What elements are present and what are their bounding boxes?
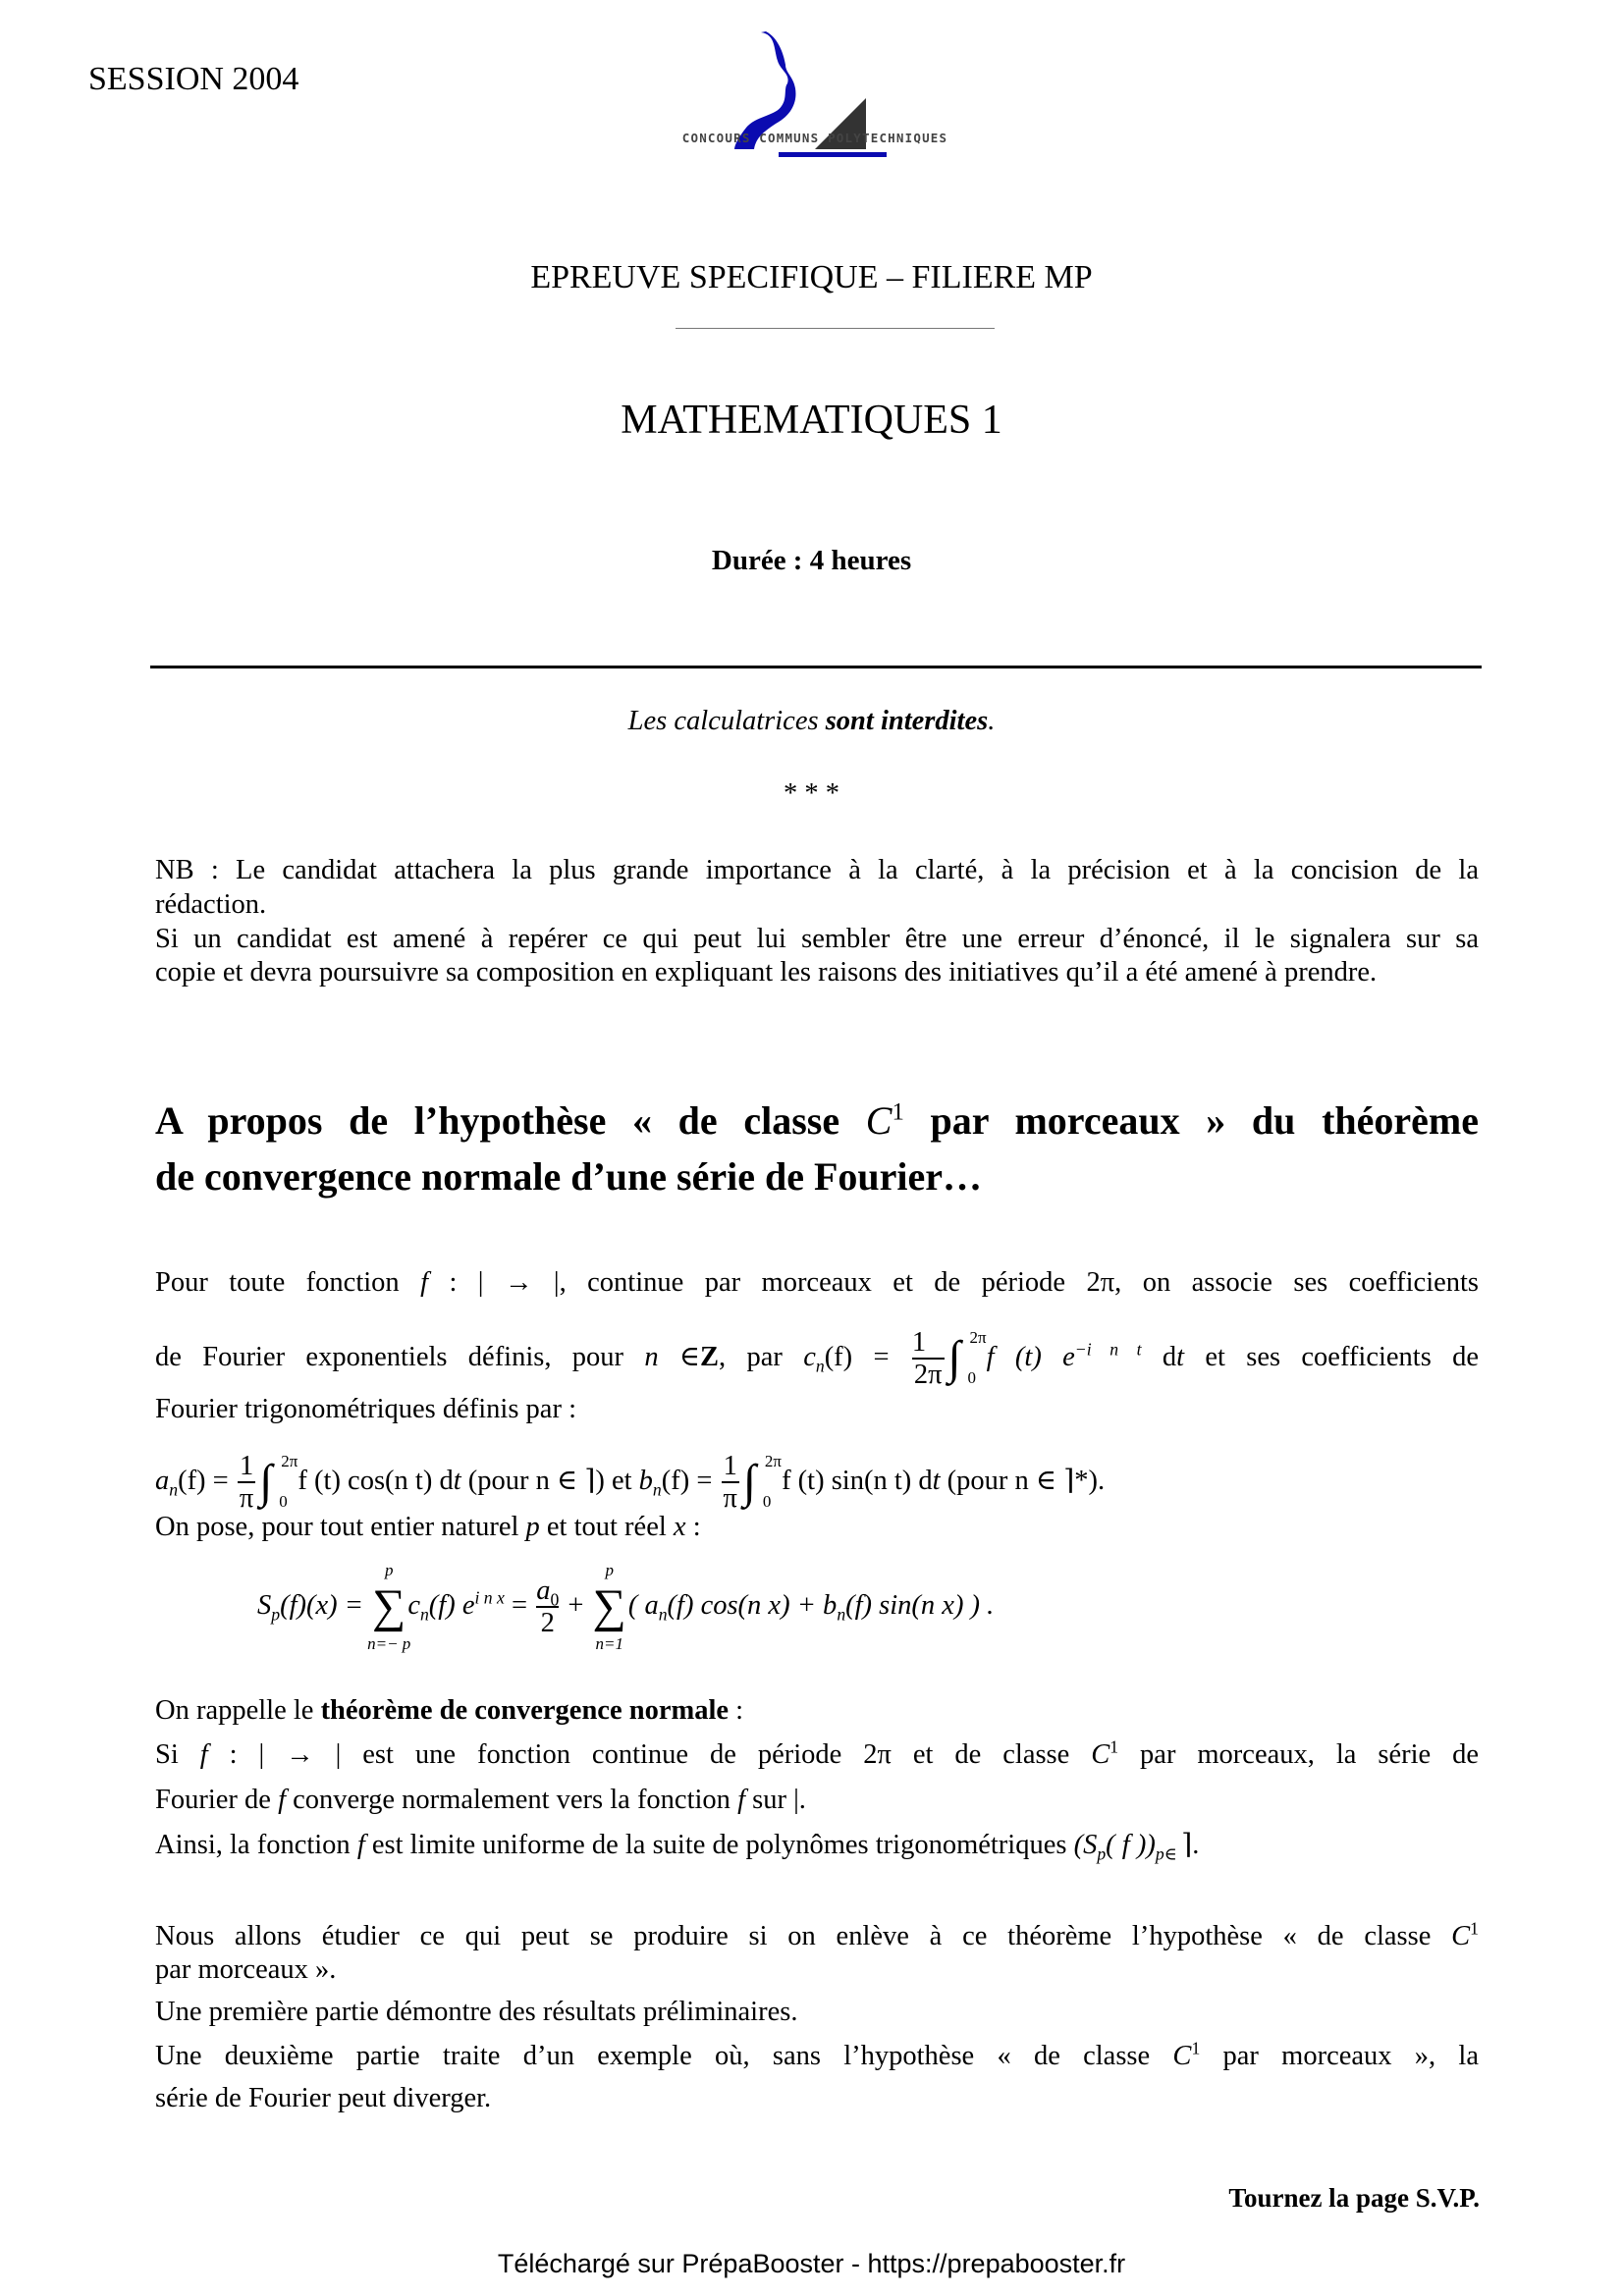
t: 0 — [279, 1492, 288, 1512]
t: −i n t — [1074, 1339, 1142, 1360]
t: On pose, pour tout entier naturel — [155, 1512, 526, 1542]
logo — [609, 29, 1021, 162]
t: par morceaux », la — [1200, 2041, 1479, 2071]
coefficients-line — [155, 1451, 1105, 1515]
outline-line-2: par morceaux ». — [155, 1954, 337, 1985]
t: , par — [719, 1341, 804, 1372]
t: : — [685, 1512, 701, 1542]
t: : — [428, 1267, 478, 1298]
nb-line-2: rédaction. — [155, 889, 267, 920]
fraction — [722, 1451, 739, 1515]
t: n — [815, 1356, 825, 1376]
arrow-icon: → — [264, 1739, 336, 1770]
t: d — [1141, 1341, 1177, 1372]
t: c — [407, 1589, 420, 1621]
theorem-line-3 — [155, 1830, 1200, 1864]
intro-line-1 — [155, 1269, 1479, 1298]
t: b — [638, 1465, 653, 1496]
t: p — [271, 1604, 281, 1625]
outline-line-3: Une première partie démontre des résultats préliminaires. — [155, 1997, 798, 2027]
t: = — [504, 1589, 535, 1621]
t: Nous allons étudier ce qui peut se produire si on enlève à ce théorème l’hypothèse « de classe — [155, 1921, 1452, 1951]
sum-sign — [592, 1561, 626, 1654]
t: n=− p — [367, 1634, 411, 1654]
t: C — [1091, 1739, 1110, 1770]
title-text-a: A propos de l’hypothèse « de classe — [155, 1098, 866, 1143]
t: (f) = — [661, 1465, 720, 1496]
t: sur — [744, 1785, 794, 1815]
t: ∫ — [947, 1332, 961, 1385]
fraction — [238, 1451, 255, 1515]
t: n — [658, 1604, 668, 1625]
t: n — [837, 1604, 846, 1625]
section-rule — [150, 666, 1482, 668]
problem-title-line-2: de convergence normale d’une série de Fourier… — [155, 1154, 983, 1199]
exam-track: EPREUVE SPECIFIQUE – FILIERE MP — [530, 259, 1093, 295]
t: et ses coefficients de — [1184, 1341, 1480, 1372]
reals-symbol: | — [793, 1785, 799, 1815]
t: f — [420, 1267, 429, 1298]
t: (f) = — [824, 1341, 910, 1372]
nb-line-4: copie et devra poursuivre sa composition en expliquant les raisons des initiatives qu’il a été amené à prendre. — [155, 957, 1378, 988]
t: 0 — [550, 1589, 560, 1610]
t: ( a — [627, 1589, 659, 1621]
t: f — [356, 1830, 365, 1860]
title-text-b: par morceaux » du théorème — [903, 1098, 1479, 1143]
sum-sign — [367, 1561, 411, 1654]
t: Si — [155, 1739, 200, 1770]
theorem-line-2 — [155, 1787, 806, 1815]
t: x — [673, 1512, 686, 1542]
duration: Durée : 4 heures — [711, 545, 912, 576]
title-c: C — [865, 1098, 893, 1143]
t: f — [199, 1739, 208, 1770]
t: ( f )) — [1106, 1830, 1156, 1860]
t: (f)(x) = — [280, 1589, 371, 1621]
t: 0 — [967, 1368, 977, 1388]
logo-underline — [779, 152, 887, 157]
t: : — [207, 1739, 259, 1770]
t: est limite uniforme de la suite de polynômes trigonométriques — [364, 1830, 1074, 1860]
t: + — [561, 1589, 591, 1621]
fraction — [912, 1327, 945, 1391]
theorem-intro — [155, 1697, 743, 1726]
t: f — [278, 1785, 286, 1815]
t: p — [525, 1512, 540, 1542]
reals-symbol: | — [477, 1267, 484, 1298]
t: 2π — [1086, 1267, 1115, 1298]
partial-sum-formula — [257, 1561, 995, 1654]
problem-title-line-1 — [155, 1097, 1479, 1144]
t: (pour n ∈ — [460, 1465, 585, 1496]
t: 2 — [536, 1606, 559, 1638]
title-divider — [676, 328, 995, 329]
fraction — [536, 1575, 559, 1639]
subject-title: MATHEMATIQUES 1 — [621, 398, 1002, 443]
t: t — [453, 1465, 461, 1496]
t: 1 — [1470, 1918, 1479, 1939]
outline-line-4 — [155, 2038, 1479, 2071]
t: ∫ — [742, 1456, 757, 1509]
calc-text: Les calculatrices — [627, 706, 826, 736]
intro-line-3: Fourier trigonométriques définis par : — [155, 1394, 576, 1424]
arrow-icon: → — [483, 1267, 554, 1298]
t: , continue par morceaux et de période — [559, 1267, 1087, 1298]
t: p — [1097, 1843, 1107, 1864]
t: *). — [1074, 1465, 1106, 1496]
t: (S — [1073, 1830, 1098, 1860]
intro-line-4 — [155, 1514, 701, 1542]
t: a — [536, 1575, 551, 1606]
t: 2π — [281, 1452, 298, 1471]
t: ) et — [595, 1465, 639, 1496]
calc-period: . — [988, 706, 996, 736]
t: i n x — [474, 1587, 505, 1608]
intro-line-2 — [155, 1327, 1479, 1391]
t: S — [257, 1589, 272, 1621]
t: On rappelle le — [155, 1695, 321, 1726]
t: f (t) e — [986, 1341, 1075, 1372]
t: π — [723, 1483, 737, 1515]
t: ⌉. — [1181, 1830, 1200, 1860]
t: ∑ — [592, 1580, 626, 1633]
t: n=1 — [595, 1634, 623, 1654]
t: et tout réel — [539, 1512, 674, 1542]
t: p∈ — [1155, 1843, 1182, 1864]
calc-forbidden: sont interdites — [825, 706, 989, 736]
t: (f) cos(n x) + b — [667, 1589, 838, 1621]
naturals-symbol: ⌉ — [584, 1465, 596, 1496]
t: n — [169, 1479, 179, 1500]
t: ∫ — [259, 1456, 273, 1509]
reals-symbol: | — [258, 1739, 265, 1770]
integral-sign — [947, 1328, 987, 1388]
t: f — [737, 1785, 745, 1815]
t: t — [932, 1465, 941, 1496]
nb-line-3: Si un candidat est amené à repérer ce qui peut lui sembler être une erreur d’énoncé, il le signalera sur sa — [155, 924, 1479, 954]
session-label: SESSION 2004 — [88, 61, 299, 97]
t: 1 — [1109, 1736, 1119, 1757]
t: 1 — [1191, 2038, 1201, 2058]
t: p — [605, 1561, 614, 1580]
t: (f) = — [178, 1465, 236, 1496]
t: 1 — [239, 1451, 254, 1481]
t: : — [729, 1695, 744, 1726]
t: Ainsi, la fonction — [155, 1830, 357, 1860]
t: 0 — [762, 1492, 772, 1512]
t: Fourier de — [155, 1785, 279, 1815]
naturals-symbol: ⌉ — [1063, 1465, 1075, 1496]
title-sup: 1 — [892, 1098, 904, 1126]
t: ∈ — [658, 1341, 701, 1372]
t: t — [1176, 1341, 1185, 1372]
theorem-line-1 — [155, 1736, 1479, 1770]
t: 1 — [723, 1451, 737, 1481]
t: (pour n ∈ — [940, 1465, 1064, 1496]
reals-symbol: | — [335, 1739, 342, 1770]
t: converge normalement vers la fonction — [285, 1785, 738, 1815]
calculator-notice — [0, 708, 1623, 736]
theorem-name: théorème de convergence normale — [320, 1695, 730, 1726]
turn-page-note: Tournez la page S.V.P. — [1228, 2183, 1480, 2213]
t: 2π — [764, 1452, 782, 1471]
nb-line-1: NB : Le candidat attachera la plus grande importance à la clarté, à la précision et à la concision de la — [155, 855, 1479, 885]
t: , on associe ses coefficients — [1114, 1267, 1480, 1298]
t: f (t) sin(n t) d — [782, 1465, 933, 1496]
t: (f) sin(n x) ) . — [845, 1589, 995, 1621]
t: f (t) cos(n t) d — [298, 1465, 454, 1496]
t: c — [803, 1341, 816, 1372]
t: . — [798, 1785, 806, 1815]
t: a — [155, 1465, 170, 1496]
t: est une fonction continue de période 2π et de classe — [341, 1739, 1092, 1770]
outline-line-1 — [155, 1918, 1479, 1951]
t: n — [652, 1479, 662, 1500]
t: par morceaux, la série de — [1118, 1739, 1479, 1770]
logo-text: CONCOURS COMMUNS POLYTECHNIQUES — [681, 131, 948, 145]
t: 1 — [911, 1327, 927, 1358]
t: 2π — [969, 1328, 987, 1348]
integral-sign — [259, 1452, 298, 1512]
t: π — [239, 1483, 254, 1515]
t: de Fourier exponentiels définis, pour — [155, 1341, 645, 1372]
t: n — [644, 1341, 659, 1372]
t: C — [1172, 2041, 1192, 2071]
outline-line-5: série de Fourier peut diverger. — [155, 2083, 492, 2113]
integers-symbol: Z — [700, 1341, 720, 1372]
t: p — [384, 1561, 394, 1580]
t: (f) e — [428, 1589, 475, 1621]
stars-separator: * * * — [784, 778, 839, 809]
download-credit: Téléchargé sur PrépaBooster - https://prepabooster.fr — [497, 2249, 1126, 2278]
t: ∑ — [372, 1580, 406, 1633]
t: C — [1451, 1921, 1471, 1951]
t: Une deuxième partie traite d’un exemple où, sans l’hypothèse « de classe — [155, 2041, 1173, 2071]
integral-sign — [742, 1452, 782, 1512]
t: 2π — [913, 1360, 943, 1391]
t: Pour toute fonction — [155, 1267, 421, 1298]
t: n — [419, 1604, 429, 1625]
reals-symbol: | — [553, 1267, 560, 1298]
